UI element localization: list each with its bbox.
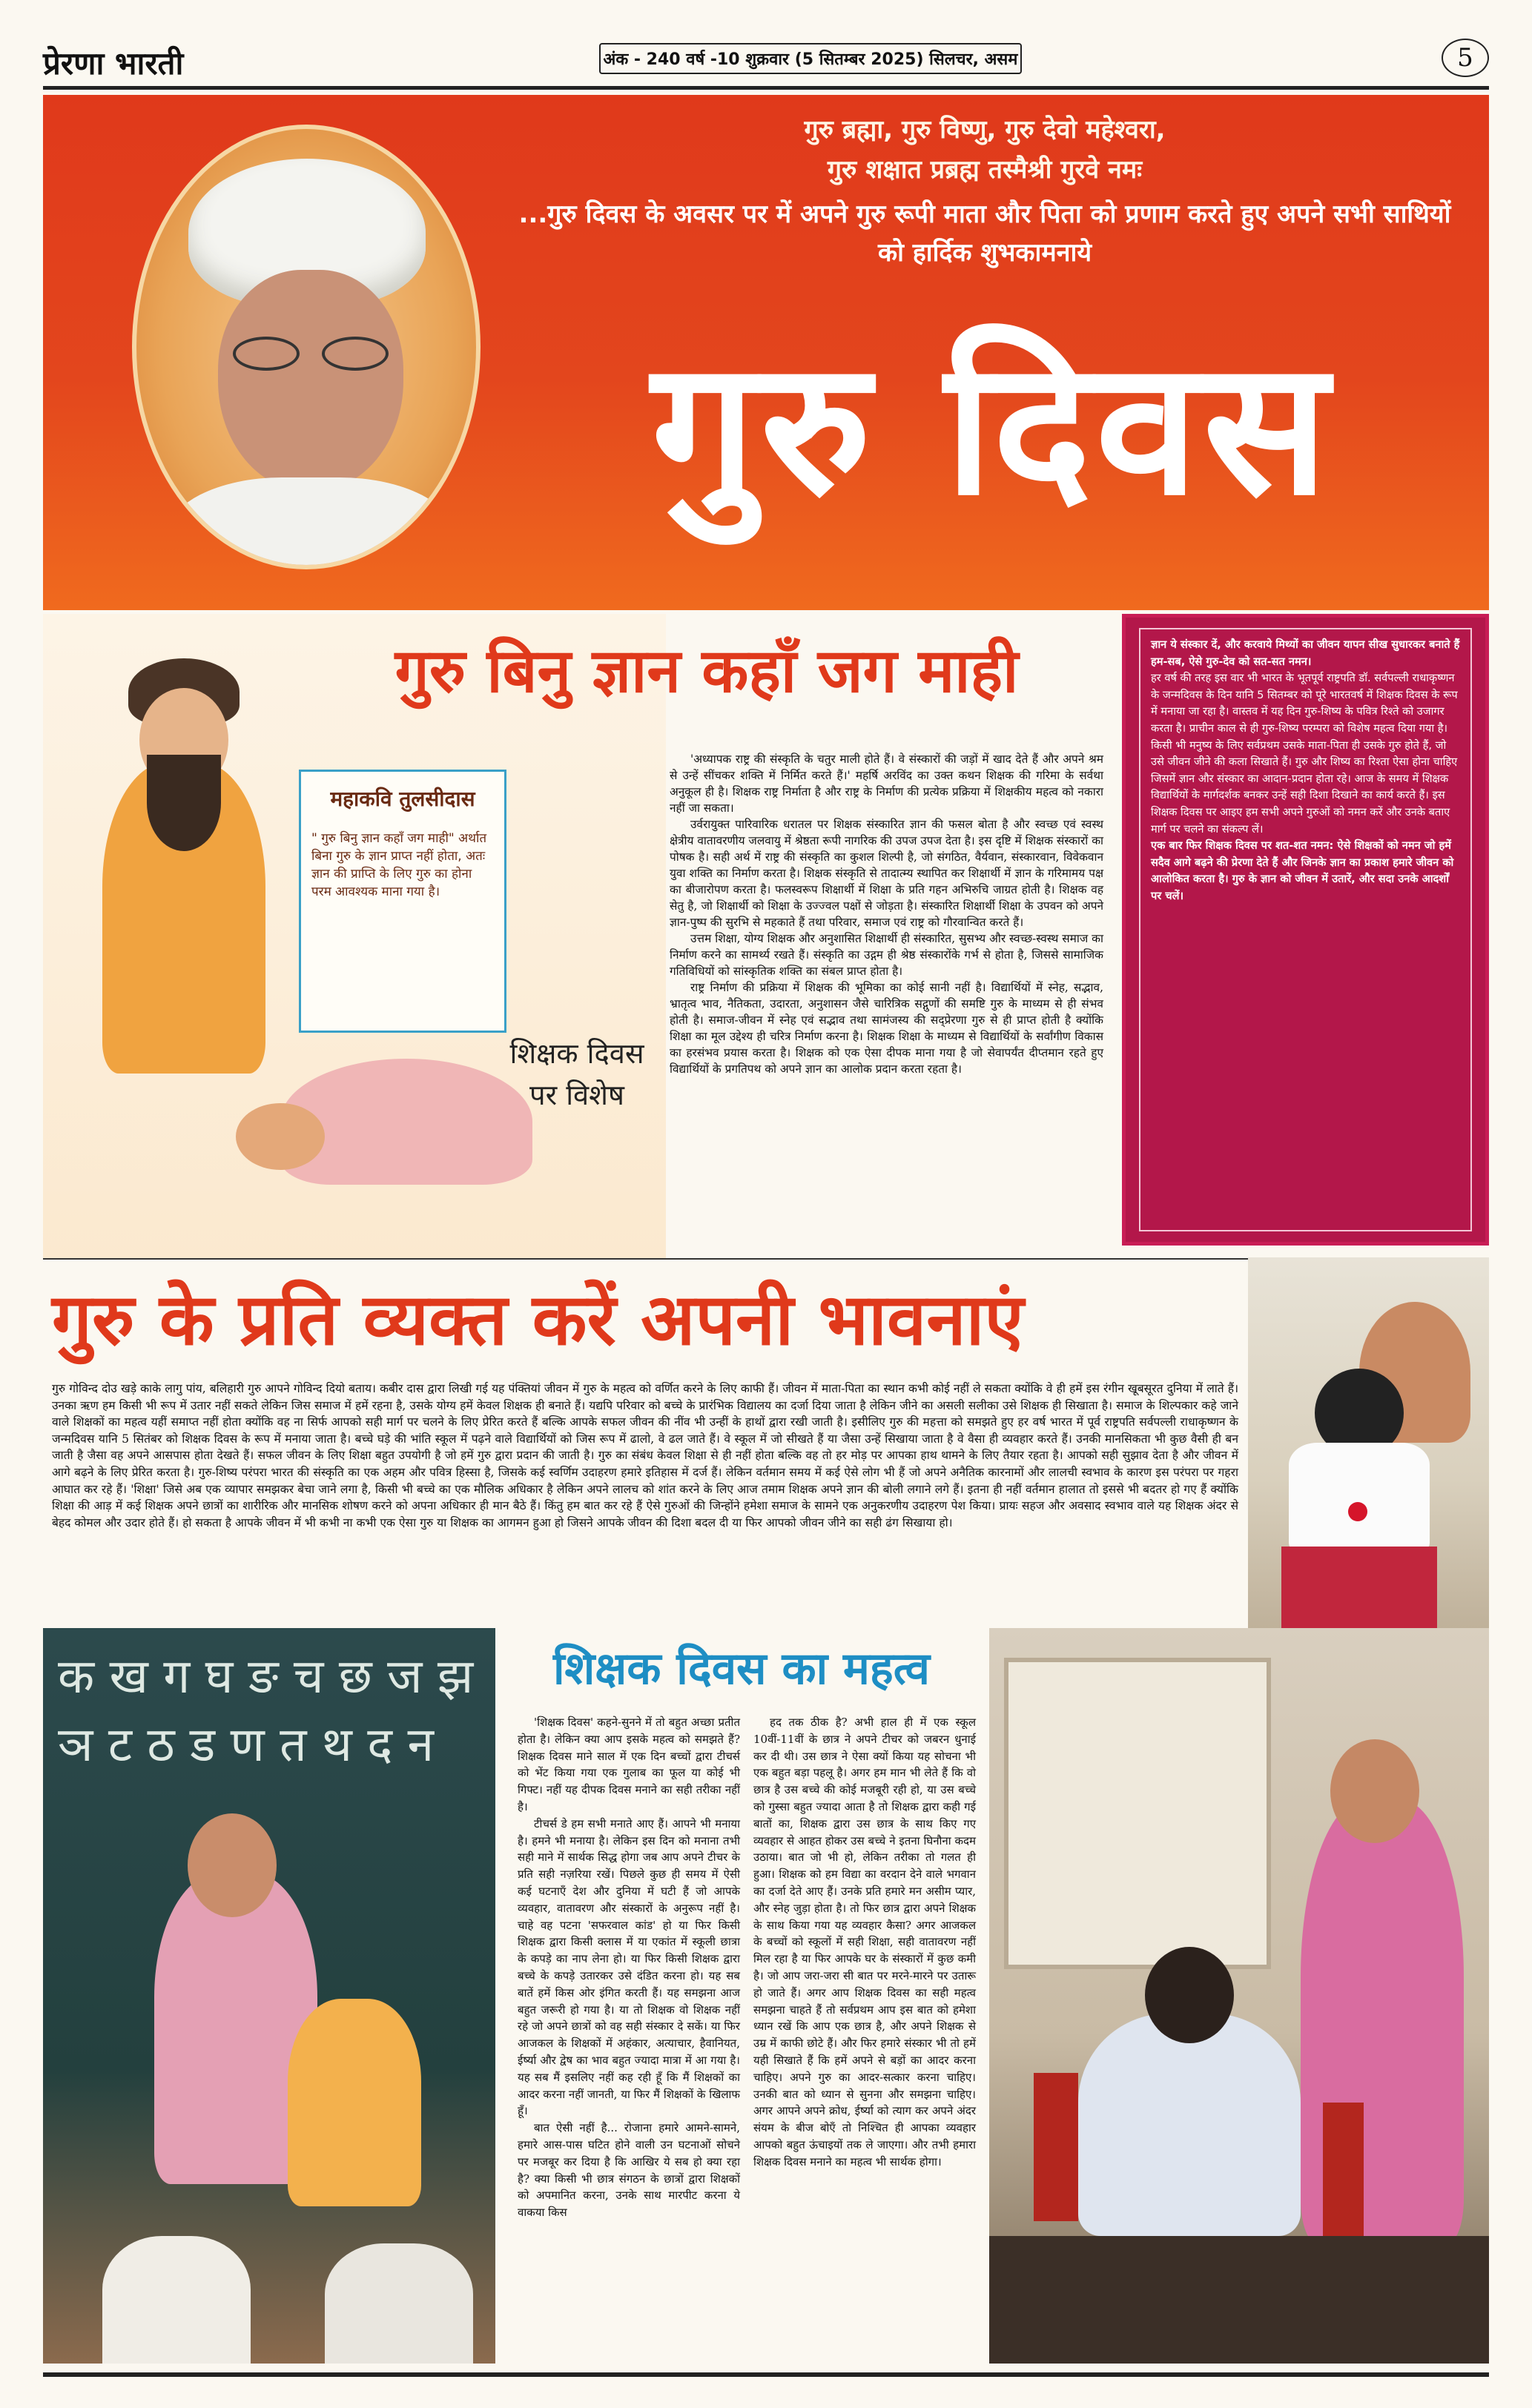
tulsidas-box-text: " गुरु बिनु ज्ञान कहाँ जग माही" अर्थात बिना गुरु के ज्ञान प्राप्त नहीं होता, अतः ज्ञान की प्राप्ति के लिए गुरु का होना परम आवश्यक माना गया है। bbox=[311, 831, 487, 899]
sidebar-lead: ज्ञान ये संस्कार दें, और करवाये मिथ्यों का जीवन यापन सीख सुधारकर बनाते हैं हम-सब, ऐसे गुरु-देव को सत-सत नमन। bbox=[1151, 638, 1460, 668]
article-column-2 bbox=[753, 1714, 976, 2171]
sidebar-body: हर वर्ष की तरह इस वार भी भारत के भूतपूर्व राष्ट्रपति डॉ. सर्वपल्ली राधाकृष्णन के जन्मदिवस के दिन यानि 5 सितम्बर को पूरे भारतवर्ष में शिक्षक दिवस के रूप में मनाया जा रहा है। वास्तव में यह दिन गुरु-शिष्य के पवित्र रिश्ते को उजागर करता है। प्राचीन काल से ही गुरु-शिष्य परम्परा को विशेष महत्व दिया गया है। किसी भी मनुष्य के लिए सर्वप्रथम उसके माता-पिता ही उसके गुरु होते हैं, जो उसे जीवन जीने की कला सिखाते हैं। गुरु और शिष्य का रिश्ता ऐसा होना चाहिए जिसमें ज्ञान और संस्कार का आदान-प्रदान होता रहे। आज के समय में शिक्षक विद्यार्थियों के मार्गदर्शक बनकर उन्हें सही दिशा दिखाने का कार्य करते हैं। इस शिक्षक दिवस पर आइए हम सभी अपने गुरुओं को नमन करें और उनके बताए मार्ग पर चलने का संकल्प लें। bbox=[1151, 672, 1458, 836]
article-column bbox=[670, 751, 1103, 1077]
sage-figure bbox=[88, 658, 280, 1074]
teachers-day-label: शिक्षक दिवस पर विशेष bbox=[509, 1037, 644, 1111]
section-headline: शिक्षक दिवस का महत्व bbox=[552, 1643, 931, 1695]
guru-diwas-banner bbox=[43, 95, 1489, 610]
page-number: 5 bbox=[1442, 39, 1489, 77]
section-headline: गुरु बिनु ज्ञान कहाँ जग माही bbox=[394, 636, 1019, 707]
section-headline: गुरु के प्रति व्यक्त करें अपनी भावनाएं bbox=[52, 1278, 1024, 1361]
sidebar-poem: एक बार फिर शिक्षक दिवस पर शत-शत नमन: ऐसे शिक्षकों को नमन जो हमें सदैव आगे बढ़ने की प्रेरणा देते हैं और जिनके ज्ञान का प्रकाश हमारे जीवन को आलोकित करता है। गुरु के ज्ञान को जीवन में उतारें, और सदा उनके आदर्शों पर चलें। bbox=[1151, 839, 1454, 902]
article-paragraph: उर्वरायुक्त पारिवारिक धरातल पर शिक्षक संस्कारित ज्ञान की फसल बोता है और स्वच्छ एवं स्वस्थ क्षेत्रीय वातावरणीय जलवायु में श्रेष्ठता रूपी नागरिक की उपज उपज देता है। इस दृष्टि में शिक्षक संस्कारों का पोषक है। सही अर्थ में राष्ट्र की संस्कृति का कुशल शिल्पी है, जो संगठित, वैर्यवान, संस्कारवान, विवेकवान युवा शक्ति का निर्माण करता है। शिक्षक संस्कृति से तादात्म्य स्थापित कर शिक्षार्थी में ज्ञान के गरिमामय पक्ष का बीजारोपण करता है। फलस्वरूप शिक्षार्थी में शिक्षा के प्रति गहन अभिरुचि जाग्रत होती है। शिक्षक वह सेतु है, जो शिक्षार्थी को शिक्षा के उज्ज्वल पक्षों से जोड़ता है। संस्कारित शिक्षार्थी शिक्षा के उपवन को अपने ज्ञान-पुष्प की सुरभि से महकाते हैं तथा परिवार, समाज एवं राष्ट्र को गौरवान्वित करते हैं। bbox=[670, 818, 1103, 929]
shloka-line-1: गुरु ब्रह्मा, गुरु विष्णु, गुरु देवो महेश्वरा, bbox=[804, 115, 1166, 145]
article-paragraph: 'अध्यापक राष्ट्र की संस्कृति के चतुर माली होते हैं। वे संस्कारों की जड़ों में खाद देते हैं और अपने श्रम से उन्हें सींचकर शक्ति में निर्मित करते हैं।' महर्षि अरविंद का उक्त कथन शिक्षक की गरिमा के सर्वथा अनुकूल ही है। शिक्षक राष्ट्र निर्माता है और राष्ट्र के निर्माण की प्रत्येक प्रक्रिया में शिक्षकीय महत्व को नकारा नहीं जा सकता। bbox=[670, 752, 1103, 815]
face-shape bbox=[218, 270, 403, 492]
bottom-rule bbox=[43, 2372, 1489, 2377]
glasses-shape bbox=[233, 337, 389, 374]
coat-shape bbox=[166, 477, 455, 569]
article-body: गुरु गोविन्द दोउ खड़े काके लागु पांय, बलिहारी गुरु आपने गोविन्द दियो बताय। कबीर दास द्वारा लिखी गई यह पंक्तियां जीवन में गुरु के महत्व को वर्णित करने के लिए काफी हैं। जीवन में माता-पिता का स्थान कभी कोई नहीं ले सकता क्योंकि वे ही हमें इस रंगीन खूबसूरत दुनिया में लाते हैं। उनका ऋण हम किसी भी रूप में उतार नहीं सकते लेकिन जिस समाज में हमें रहना है, उसके योग्य हमें केवल शिक्षक ही बनाते हैं। यद्यपि परिवार को बच्चे के प्रारंभिक विद्यालय का दर्जा दिया जाता है लेकिन जीने का असली सलीका उसे शिक्षक ही सिखाता है। समाज के शिल्पकार कहे जाने वाले शिक्षकों का महत्व यहीं समाप्त नहीं होता क्योंकि वह ना सिर्फ आपको सही मार्ग पर चलने के लिए प्रेरित करते हैं बल्कि आपके सफल जीवन की नींव भी उन्हीं के हाथों द्वारा रखी जाती है। इसीलिए गुरु की महत्ता को समझते हुए हर वर्ष भारत में पूर्व राष्ट्रपति सर्वपल्ली राधाकृष्णन के जन्मदिवस यानि 5 सितंबर को शिक्षक दिवस के रूप में मनाया जाता है। बच्चे घड़े की भांति स्कूल में पढ़ने वाले विद्यार्थियों को जिस रूप में ढालो, वे ढल जाते हैं। वे स्कूल में जो सीखते हैं या जैसा उन्हें सिखाया जाता है वे वैसा ही व्यवहार करते हैं। उनकी मानसिकता भी कुछ वैसी ही बन जाती है जैसा वह अपने आसपास होता देखते हैं। सफल जीवन के लिए शिक्षा बहुत उपयोगी है जो हमें गुरु द्वारा प्रदान की जाती है। गुरु का संबंध केवल शिक्षा से ही नहीं होता बल्कि वह तो हर मोड़ पर आपका हाथ थामने के लिए तैयार रहता है। आपको सही सुझाव देता है और जीवन में आगे बढ़ने के लिए प्रेरित करता है। गुरु-शिष्य परंपरा भारत की संस्कृति का एक अहम और पवित्र हिस्सा है, जिसके कई स्वर्णिम उदाहरण हमारे इतिहास में दर्ज हैं। लेकिन वर्तमान समय में कई ऐसे लोग भी हैं जो अपने अनैतिक कारनामों और लालची स्वभाव के कारण इस परंपरा पर गहरा आघात कर रहे हैं। 'शिक्षा' जिसे अब एक व्यापार समझकर बेचा जाने लगा है, किसी भी बच्चे का एक मौलिक अधिकार है लेकिन अपने लालच को शांत करने के लिए आज तमाम शिक्षक अपने ज्ञान की बोली लगाने लगे हैं। इतना ही नहीं वर्तमान हालात तो इससे भी बदतर हो गए हैं क्योंकि शिक्षा की आड़ में कई शिक्षक अपने छात्रों का शारीरिक और मानसिक शोषण करने को अपना अधिकार ही मान बैठे हैं। किंतु हम बात कर रहे हैं ऐसे गुरुओं की जिन्होंने हमेशा समाज के सामने एक अनुकरणीय उदाहरण पेश किया। प्रायः सहज और अवसाद स्वभाव वाले यह शिक्षक अंदर से बेहद कोमल और उदार होते हैं। हो सकता है आपके जीवन में भी कभी ना कभी एक ऐसा गुरु या शिक्षक का आगमन हुआ हो जिसने आपके जीवन की दिशा बदल दी या फिर आपको जीवन जीने का सही ढंग सिखाया हो। bbox=[52, 1382, 1238, 1529]
issue-info: अंक - 240 वर्ष -10 शुक्रवार (5 सितम्बर 2025) सिलचर, असम bbox=[599, 43, 1022, 74]
newspaper-name: प्रेरणा भारती bbox=[43, 45, 184, 82]
article-paragraph: राष्ट्र निर्माण की प्रक्रिया में शिक्षक की भूमिका का कोई सानी नहीं है। विद्यार्थियों में स्नेह, सद्भाव, भ्रातृत्व भाव, नैतिकता, उदारता, अनुशासन जैसे चारित्रिक सद्गुणों की समष्टि गुरु के माध्यम से ही संभव होती है। समाज-जीवन में स्नेह एवं सद्भाव तथा सामंजस्य की सद्प्रेरणा गुरु से ही प्राप्त होती है क्योंकि शिक्षा का मूल उद्देश्य ही चरित्र निर्माण करना है। शिक्षक शिक्षा के माध्यम से विद्यार्थियों के सर्वांगीण विकास का हरसंभव प्रयास करता है। शिक्षक को एक ऐसा दीपक माना गया है जो सेवापर्यंत दीप्तमान रहते हुए विद्यार्थियों के प्रगतिपथ को अपने ज्ञान का आलोक प्रदान करता रहता है। bbox=[670, 981, 1103, 1076]
article-paragraph: टीचर्स डे हम सभी मनाते आए हैं। आपने भी मनाया है। हमने भी मनाया है। लेकिन इस दिन को मनाना तभी सही माने में सार्थक सिद्ध होगा जब आप अपने टीचर के प्रति सही नज़रिया रखें। पिछले कुछ ही समय में ऐसी कई घटनाएँ देश और दुनिया में घटी हैं जो आपके व्यवहार, वातावरण और संस्कारों के अनुरूप नहीं है। चाहे वह पटना 'सफरवाल कांड' हो या फिर किसी शिक्षक द्वारा किसी क्लास में या एकांत में स्कूली छात्रा के कपड़े का नाप लेना हो। या फिर किसी शिक्षक द्वारा बच्चे के कपड़े उतारकर उसे दंडित करना हो। यह सब बातें हमें किस ओर इंगित करती हैं। यह समझना आज बहुत जरूरी हो गया है। या तो शिक्षक वो शिक्षक नहीं रहे जो अपने छात्रों को वह सही संस्कार दे सकें। या फिर आजकल के शिक्षकों में अहंकार, अत्याचार, हैवानियत, ईर्ष्या और द्वेष का भाव बहुत ज्यादा मात्रा में आ गया है। यह सब मैं इसलिए नहीं कह रही हूँ कि मैं शिक्षकों का आदर करना नहीं जानती, या फिर मैं शिक्षकों के खिलाफ हूँ। bbox=[518, 1816, 740, 2118]
article-paragraph: बात ऐसी नहीं है... रोजाना हमारे आमने-सामने, हमारे आस-पास घटित होने वाली उन घटनाओं सोचने पर मजबूर कर दिया है कि आखिर ये सब हो क्या रहा है? क्या किसी भी छात्र संगठन के छात्रों द्वारा शिक्षकों को अपमानित करना, उनके साथ मारपीट करना ये वाकया किस bbox=[518, 2121, 740, 2220]
banner-title: गुरु दिवस bbox=[651, 320, 1333, 536]
shloka bbox=[503, 110, 1467, 190]
shloka-line-2: गुरु शक्षात प्रब्रह्म तस्मैश्री गुरवे नमः bbox=[827, 155, 1143, 185]
article-paragraph: हद तक ठीक है? अभी हाल ही में एक स्कूल 10वीं-11वीं के छात्र ने अपने टीचर को जबरन धुनाई कर दी थी। उस छात्र ने ऐसा क्यों किया यह सोचना भी एक बहुत बड़ा पहलू है। अगर हम मान भी लेते हैं कि वो छात्र है उस बच्चे की कोई मजबूरी रही हो, या उस बच्चे को गुस्सा बहुत ज्यादा आता है तो शिक्षक द्वारा कही गई बातों का, शिक्षक द्वारा उस छात्र के साथ किए गए व्यवहार से आहत होकर उस बच्चे ने इतना घिनौना कदम उठाया। बात जो भी हो, लेकिन तरीका तो गलत ही हुआ। शिक्षक को हम विद्या का वरदान देने वाले भगवान का दर्जा देते आए हैं। उनके प्रति हमारे मन असीम प्यार, और स्नेह जुड़ा होता है। तो फिर छात्र द्वारा अपने शिक्षक के साथ किया गया यह व्यवहार कैसा? अगर आजकल के बच्चों को स्कूलों में सही शिक्षा, सही वातावरण नहीं मिल रहा है या फिर आपके घर के संस्कारों में कुछ कमी है। जो आप जरा-जरा सी बात पर मरने-मारने पर उतारू हो जाते हैं। अगर आप शिक्षक दिवस का सही महत्व समझना चाहते हैं तो सर्वप्रथम आप इस बात को हमेशा ध्यान रखें कि आप एक छात्र है, और अपने शिक्षक से उम्र में काफी छोटे हैं। और फिर हमारे संस्कार भी तो हमें यही सिखाते हैं कि हमें अपने से बड़ों का आदर करना चाहिए। अपने गुरु का आदर-सत्कार करना चाहिए। उनकी बात को ध्यान से सुनना और समझना चाहिए। अगर आपने अपने क्रोध, ईर्ष्या को त्याग कर अपने अंदर संयम के बीज बोएँ तो निश्चित ही आपका व्यवहार आपको बहुत ऊंचाइयों तक ले जाएगा। और तभी हमारा शिक्षक दिवस मनाने का महत्व भी सार्थक होगा। bbox=[753, 1716, 976, 2169]
greeting-text: ...गुरु दिवस के अवसर पर में अपने गुरु रूपी माता और पिता को प्रणाम करते हुए अपने सभी साथियों को हार्दिक शुभकामनाये bbox=[518, 199, 1451, 268]
top-rule bbox=[43, 86, 1489, 90]
classroom-photo bbox=[43, 1628, 495, 2364]
microscope-icon bbox=[1323, 2103, 1364, 2243]
girl-with-rose-photo bbox=[1248, 1257, 1489, 1628]
article-column-1 bbox=[518, 1714, 740, 2221]
microscope-icon bbox=[1034, 2073, 1078, 2221]
article-paragraph: उत्तम शिक्षा, योग्य शिक्षक और अनुशासित शिक्षार्थी ही संस्कारित, सुसभ्य और स्वच्छ-स्वस्थ समाज का निर्माण करने का सामर्थ्य रखते हैं। संस्कृति का उद्गम ही श्रेष्ठ संस्कारोंके गर्भ से होता है, जिससे सामाजिक गतिविधियों को सांस्कृतिक शक्ति का संबल प्राप्त होता है। bbox=[670, 932, 1103, 978]
portrait-image bbox=[132, 125, 481, 569]
article-paragraph: 'शिक्षक दिवस' कहने-सुनने में तो बहुत अच्छा प्रतीत होता है। लेकिन क्या आप इसके महत्व को समझते हैं? शिक्षक दिवस माने साल में एक दिन बच्चों द्वारा टीचर्स को भेंट किया गया एक गुलाब का फूल या कोई भी गिफ्ट। नहीं यह दीपक दिवस मनाने का सही तरीका नहीं है। bbox=[518, 1716, 740, 1813]
science-lab-photo bbox=[989, 1628, 1489, 2364]
blackboard-letters: क ख ग घ ङ च छ ज झ ञ ट ठ ड ण त थ द न bbox=[58, 1650, 474, 1773]
section-guru-binu-gyan bbox=[43, 614, 1489, 1259]
tulsidas-box-title: महाकवि तुलसीदास bbox=[330, 787, 475, 811]
masthead bbox=[43, 39, 1489, 85]
tulsidas-box bbox=[299, 770, 506, 1033]
sidebar-box bbox=[1122, 614, 1489, 1246]
